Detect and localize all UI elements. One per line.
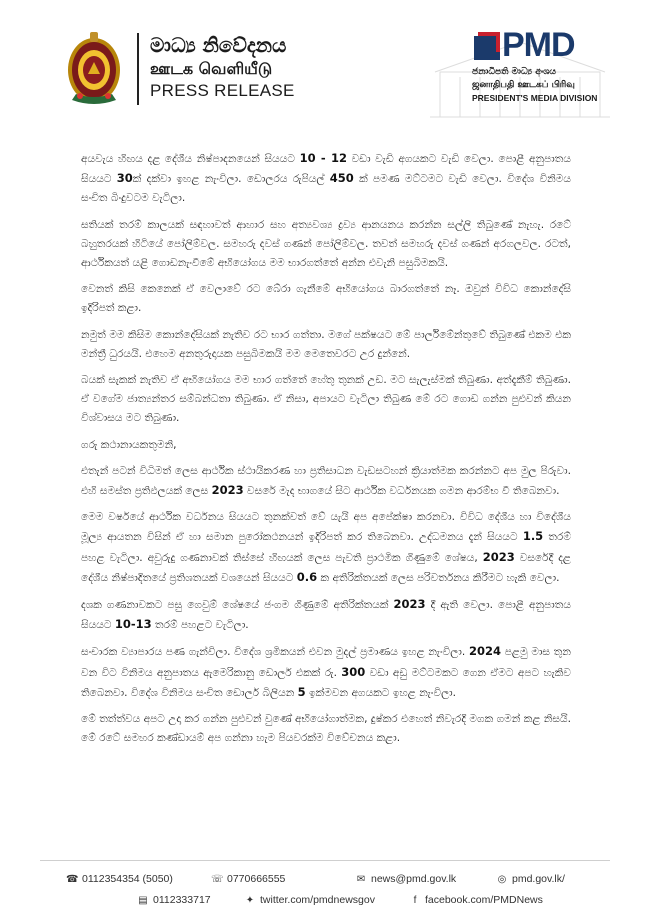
paragraph-text: එතැන් පටන් විධිමත් ලෙස ආර්ථික ස්ථායිකරණ හා ප්‍රතිසාධන වැඩසටහන් ක්‍රියාත්මක කරන්නට අප මුල පිරුවා. එහි සමස්ත ප්‍රතිඵලයක් ලෙස <box>81 464 571 498</box>
footer-facebook[interactable] <box>409 893 543 908</box>
mobile-phone-icon: ☏ <box>211 874 224 885</box>
highlighted-figure: 0.6 <box>296 569 318 584</box>
phone-icon: ☎ <box>66 874 79 885</box>
fax-icon: ▤ <box>138 895 148 906</box>
body-paragraph <box>81 280 571 318</box>
highlighted-figure: 450 <box>329 171 354 186</box>
facebook-icon: f <box>413 895 417 906</box>
paragraph-text: වෙනත් කිසි කෙනෙක් ඒ වෙලාවේ රට බේරා ගැනීමේ අභියෝගය බාරගත්තේ නෑ. ඔවුන් විවිධ කොන්දේසි ඉදිරිපත් කළා. <box>81 283 571 315</box>
body-paragraph <box>81 462 571 501</box>
footer-mobile <box>211 872 285 887</box>
footer-twitter[interactable] <box>244 893 375 908</box>
website-link[interactable]: pmd.gov.lk/ <box>512 873 565 885</box>
footer-fax <box>137 893 211 908</box>
envelope-icon: ✉ <box>356 874 366 885</box>
paragraph-text: නමුත් මම කිසිම කොන්දේසියක් නැතිව රට භාර ගත්තා. මගේ පක්ෂයට මේ පාර්ලිමේන්තුවේ තිබුණේ එකම එක මන්ත්‍රී ධුරයයි. එහෙම අනතුරුදායක පසුබිමකයි මම මෙතෙවරට උර දුන්නේ. <box>81 328 571 360</box>
paragraph-text: ක අතිරික්තයක් ලෙස පරිවර්තනය කිරීමට හැකි වෙලා. <box>317 571 560 584</box>
press-release-title <box>150 32 295 102</box>
mobile-number: 0770666555 <box>227 873 286 885</box>
press-release-body <box>81 149 571 755</box>
highlighted-figure: 300 <box>341 664 366 679</box>
paragraph-text: දී ඇති වෙලා. පොළී අනුපාතය සියයට <box>81 599 571 632</box>
phone-number: 0112354354 (5050) <box>82 873 173 885</box>
paragraph-text: ක් පමණ මට්ටමට වැඩි වෙලා. විදේශ විනිමය සංචිත බිංදුවටම වැටිලා. <box>81 173 571 205</box>
pmd-brand: PMD <box>502 26 575 64</box>
body-paragraph <box>81 371 571 429</box>
pmd-name-tamil: ஜனாதிபதி ஊடகப் பிரிவு <box>472 80 575 90</box>
paragraph-text: දශක ගණනාවකට පසු ගෙවුම් ශේෂයේ ජංගම ගිණුමේ අතිරික්තයක් <box>81 599 394 612</box>
footer-email[interactable] <box>355 872 456 887</box>
paragraph-text: අයවැය හිඟය දළ දේශීය නිෂ්පාදනයෙන් සියයට <box>81 153 300 165</box>
highlighted-figure: 2024 <box>468 644 501 659</box>
paragraph-text: ඉක්මවන අගයකට ඉහළ නැංවිලා. <box>305 686 457 699</box>
paragraph-text: වසරේ මැද භාගයේ සිට ආර්ථික වර්ධනයක ගමන ආරම්භ වී තිබෙනවා. <box>243 485 560 498</box>
footer-phone <box>66 872 173 887</box>
highlighted-figure: 10-13 <box>114 617 152 632</box>
body-paragraph <box>81 436 571 455</box>
body-paragraph <box>81 216 571 274</box>
body-paragraph <box>81 710 571 748</box>
header-divider <box>137 33 139 105</box>
highlighted-figure: 10 - 12 <box>299 151 347 165</box>
twitter-icon: ✦ <box>245 895 255 906</box>
highlighted-figure: 1.5 <box>522 529 544 544</box>
paragraph-text: වඩා අඩු මට්ටමකට ගෙන ඒමට අපට හැකිව තිබෙනවා. විදේශ විනිමය සංචිත ඩොලර් බිලියන <box>81 666 571 699</box>
email-address[interactable]: news@pmd.gov.lk <box>371 873 457 885</box>
title-english: PRESS RELEASE <box>150 81 295 100</box>
paragraph-text: මෙම වර්ෂයේ ආර්ථික වර්ධනය සියයට තුනක්වත් වේ යැයි අප අපේක්ෂා කරනවා. විවිධ දේශීය හා විදේශීය මූල්‍ය ආයතන විසින් ඒ හා සමාන පුරෝකථනයන් ඉදිරිපත් කර තිබෙනවා. උද්ධමනය දැන් සියයට <box>81 511 571 544</box>
footer-website[interactable] <box>496 872 565 887</box>
body-paragraph <box>81 149 571 209</box>
paragraph-text: තරම් පහළට වැටිලා. <box>151 619 249 632</box>
paragraph-text: වඩා වැඩි අගයකට වැඩි වෙලා. පොළී අනුපාතය සියයට <box>81 153 572 186</box>
twitter-link[interactable]: twitter.com/pmdnewsgov <box>260 894 375 906</box>
footer-divider <box>40 860 610 861</box>
highlighted-figure: 2023 <box>211 483 244 498</box>
paragraph-text: වසරේදී දළ දේශීය නිෂ්පාදිතයේ ප්‍රතිශතයක් වශයෙන් සියයට <box>81 551 572 584</box>
paragraph-text: සතියක් තරම් කාලයක් සඳහාවත් ආහාර සහ අත්‍යවශ්‍ය ද්‍රව්‍ය ආනයනය කරන්න සල්ලි තිබුණේ නැහැ. රටේ බහුතරයක් හිටියේ පෝලිම්වල. සමහරු දවස් ගණන් පෝලිම්වල. තවත් සමහරු දවස් ගණන් අරගලවල. රටත්, ආර්ථිකයත් යළි ගොඩනැංවීමේ අභියෝගය මම භාරගත්තේ අන්න එවැනි පසුබිමකයි. <box>81 218 571 270</box>
pmd-name-english: PRESIDENT'S MEDIA DIVISION <box>472 93 598 103</box>
paragraph-text: ගරු කථානායකතුමනි, <box>81 438 177 451</box>
paragraph-text: සංචාරක ව්‍යාපාරය පණ ගැන්විලා. විදේශ ශ්‍රමිකයන් එවන මුදල් ප්‍රමාණය ඉහළ නැංවිලා. <box>81 646 469 659</box>
paragraph-text: පළමු මාස තුන වන විට විනිමය අනුපාතය ඇමෙරිකානු ඩොලර් එකක් රු. <box>81 646 571 679</box>
paragraph-text: තරම් පහළ වැටිලා. අවුරුදු ගණනාවක් තිස්සේ හිඟයක් ලෙස පැවති ප්‍රාථමික ගිණුමේ ශේෂය, <box>81 531 571 564</box>
body-paragraph <box>81 642 571 703</box>
title-tamil: ஊடக வெளியீடு <box>150 59 273 78</box>
highlighted-figure: 2023 <box>393 597 426 612</box>
facebook-link[interactable]: facebook.com/PMDNews <box>425 894 543 906</box>
fax-number: 0112333717 <box>153 894 211 906</box>
letterhead <box>0 0 650 125</box>
highlighted-figure: 2023 <box>482 549 515 564</box>
body-paragraph <box>81 508 571 588</box>
body-paragraph <box>81 595 571 635</box>
globe-icon: ◎ <box>497 874 507 885</box>
highlighted-figure: 30 <box>116 171 133 186</box>
body-paragraph <box>81 326 571 364</box>
paragraph-text: බයක් සැකක් නැතිව ඒ අභියෝගය මම භාර ගත්තේ හේතු තුනක් උඩ. මට සැලැස්මක් තිබුණා. අත්දැකීම් තිබුණා. ඒ වගේම ජාත්‍යන්තර සම්බන්ධතා තිබුණා. ඒ නිසා, අපායට වැටිලා තිබුණ මේ රට ගොඩ ගන්න පුළුවන් කියන විශ්වාසය මට තිබුණා. <box>81 374 571 425</box>
pmd-mark-icon <box>474 32 500 60</box>
title-sinhala: මාධ්‍ය නිවේදනය <box>150 33 287 57</box>
highlighted-figure: 5 <box>297 684 306 699</box>
paragraph-text: මේ තත්ත්වය අපට උදා කර ගන්න පුළුවන් වුණේ අභියෝගාත්මක, දුෂ්කර එහෙත් නිවැරදි මගක ගමන් කළ නිසයි. මේ රටේ සමහර කණ්ඩායම් අප ගන්නා හැම පියවරක්ම විවේචනය කළා. <box>81 713 571 745</box>
pmd-division-names <box>472 66 622 105</box>
pmd-logo <box>420 22 620 122</box>
pmd-name-sinhala: ජනාධිපති මාධ්‍ය අංශය <box>472 67 557 77</box>
sri-lanka-emblem-icon <box>66 30 122 106</box>
paragraph-text: ක් දක්වා ඉහළ නැංවිලා. ඩොලරය රුපියල් <box>132 173 330 186</box>
